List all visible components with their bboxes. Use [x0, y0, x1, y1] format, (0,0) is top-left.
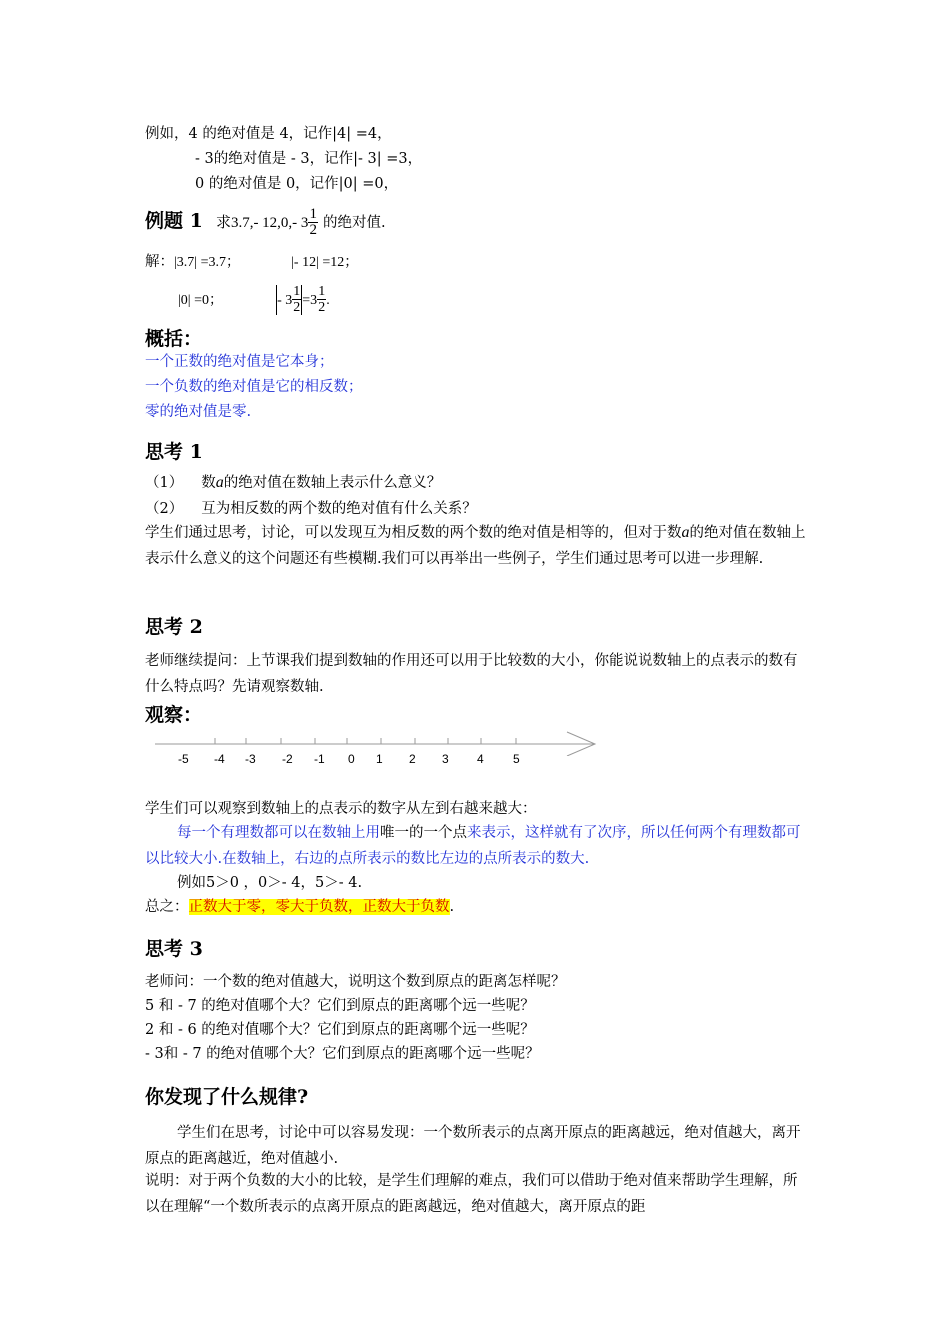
discover-paragraph-2: 说明：对于两个负数的大小的比较，是学生们理解的难点，我们可以借助于绝对值来帮助学生理解，所以在理解“一个数所表示的点离开原点的距离越远，绝对值越大，离开原点的距: [145, 1173, 798, 1215]
intro-line-2: - 3的绝对值是 - 3，记作|- 3| =3，: [195, 151, 423, 167]
think3-line-3: 2 和 - 6 的绝对值哪个大？它们到原点的距离哪个远一些呢？: [145, 1022, 535, 1038]
observe-conclusion: 总之：正数大于零，零大于负数，正数大于负数.: [145, 899, 455, 915]
example-title: 例题 1: [145, 210, 203, 232]
think3-line-4: - 3和 - 7 的绝对值哪个大？它们到原点的距离哪个远一些呢？: [145, 1046, 540, 1062]
tick-label: 5: [513, 752, 520, 766]
tick-label: -3: [245, 752, 256, 766]
think1-q1: （1） 数a的绝对值在数轴上表示什么意义？: [145, 474, 442, 491]
solution-line-1: [145, 250, 358, 274]
observe-paragraph: 每一个有理数都可以在数轴上用唯一的一个点来表示，这样就有了次序，所以任何两个有理数都可以比较大小.在数轴上，右边的点所表示的数比左边的点所表示的数大.: [145, 825, 801, 867]
summary-item-2: 一个负数的绝对值是它的相反数；: [145, 379, 363, 395]
summary-item-3: 零的绝对值是零.: [145, 404, 252, 420]
think2-paragraph: 老师继续提问：上节课我们提到数轴的作用还可以用于比较数的大小，你能说说数轴上的点表示的数有什么特点吗？先请观察数轴.: [145, 653, 798, 695]
tick-label: -5: [178, 752, 189, 766]
intro-line-3: 0 的绝对值是 0，记作|0| =0，: [195, 176, 399, 192]
discover-paragraph-1: 学生们在思考，讨论中可以容易发现：一个数所表示的点离开原点的距离越远，绝对值越大，离开原点的距离越近，绝对值越小.: [145, 1125, 801, 1167]
tick-label: 3: [442, 752, 449, 766]
tick-label: 4: [477, 752, 484, 766]
discover-title: 你发现了什么规律?: [145, 1086, 309, 1108]
think3-title: 思考 3: [145, 938, 203, 960]
think2-title: 思考 2: [145, 616, 203, 638]
example-heading: [145, 206, 386, 238]
think1-paragraph: 学生们通过思考，讨论，可以发现互为相反数的两个数的绝对值是相等的，但对于数a的绝对值在数轴上表示什么意义的这个问题还有些模糊.我们可以再举出一些例子，学生们通过思考可以进一步理解.: [145, 524, 806, 567]
example-fraction: $\frac{1}{2}$: [309, 206, 317, 238]
tick-label: -1: [314, 752, 325, 766]
solution-abs-37: |3.7| =3.7；: [174, 255, 241, 270]
summary-title: 概括：: [145, 328, 203, 350]
example-prompt: 求3.7,- 12,0,- 3: [215, 215, 309, 231]
think3-line-2: 5 和 - 7 的绝对值哪个大？它们到原点的距离哪个远一些呢？: [145, 998, 535, 1014]
solution-abs-0: |0| =0；: [178, 293, 224, 308]
number-line: [155, 726, 600, 774]
intro-line-1: 例如，4 的绝对值是 4，记作|4| =4，: [145, 126, 392, 142]
observe-line-1: 学生们可以观察到数轴上的点表示的数字从左到右越来越大：: [145, 801, 537, 817]
solution-label: 解：: [145, 254, 174, 270]
solution-abs-mixed: - 3 $\frac{1}{2}$ =3 $\frac{1}{2}$ .: [277, 284, 330, 315]
example-suffix: 的绝对值.: [323, 215, 386, 231]
summary-item-1: 一个正数的绝对值是它本身；: [145, 354, 334, 370]
think1-title: 思考 1: [145, 441, 203, 463]
tick-label: -4: [214, 752, 225, 766]
think3-line-1: 老师问：一个数的绝对值越大，说明这个数到原点的距离怎样呢？: [145, 974, 566, 990]
observe-title: 观察：: [145, 704, 203, 726]
tick-label: 2: [409, 752, 416, 766]
solution-line-2: [178, 284, 330, 315]
think1-q2: （2） 互为相反数的两个数的绝对值有什么关系？: [145, 501, 477, 517]
observe-example: 例如5＞0 ，0＞- 4，5＞- 4.: [177, 875, 363, 891]
solution-abs-12: |- 12| =12；: [291, 255, 359, 270]
tick-label: -2: [282, 752, 293, 766]
tick-label: 1: [376, 752, 383, 766]
tick-label: 0: [348, 752, 355, 766]
